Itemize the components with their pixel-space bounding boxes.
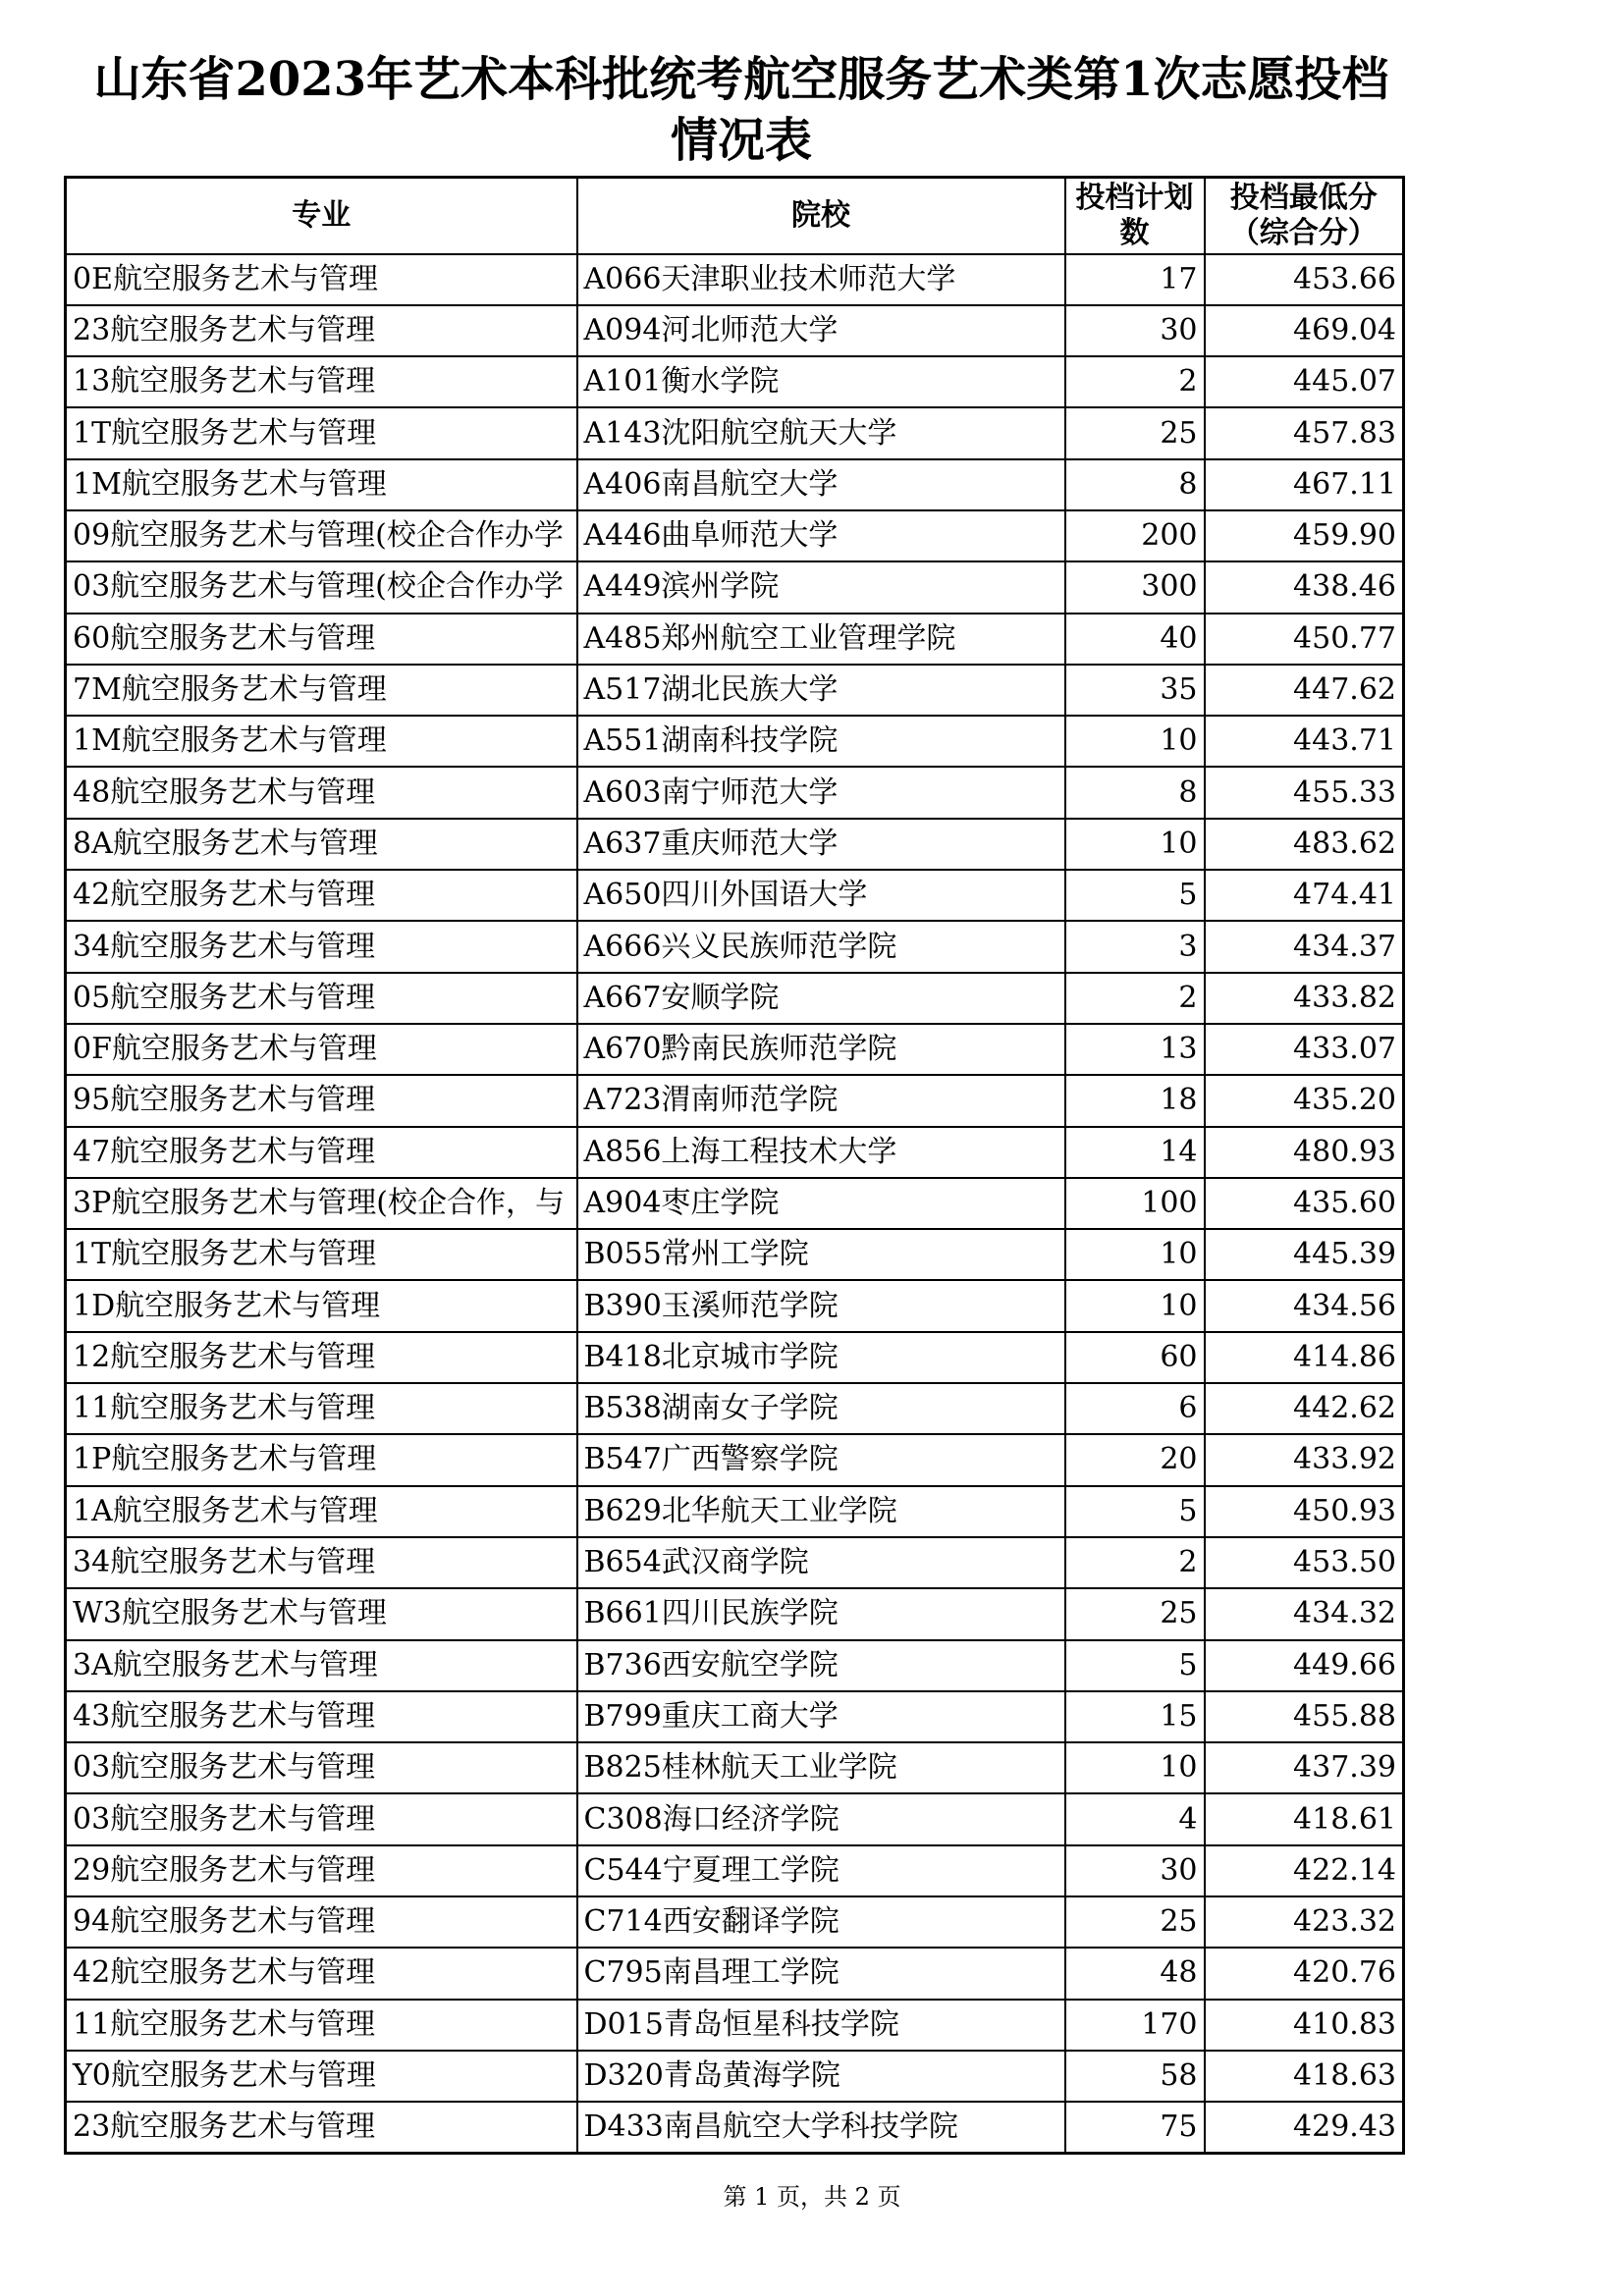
school-cell: A406南昌航空大学 [577,459,1065,510]
header-row [66,178,1404,254]
plan-count-cell: 2 [1065,1537,1205,1588]
table-row [66,1845,1404,1896]
min-score-cell: 442.62 [1205,1383,1404,1434]
plan-count-cell: 2 [1065,356,1205,407]
table-row [66,1127,1404,1178]
table-row [66,2000,1404,2051]
table-row [66,1434,1404,1485]
school-cell: A856上海工程技术大学 [577,1127,1065,1178]
document-title-line-1: 山东省2023年艺术本科批统考航空服务艺术类第1次志愿投档 [93,52,1389,107]
school-cell: A670黔南民族师范学院 [577,1024,1065,1075]
table-row [66,1948,1404,1999]
plan-count-cell: 10 [1065,1229,1205,1280]
plan-count-cell: 5 [1065,870,1205,921]
school-cell: B736西安航空学院 [577,1640,1065,1691]
plan-count-cell: 13 [1065,1024,1205,1075]
min-score-cell: 429.43 [1205,2102,1404,2153]
plan-count-cell: 25 [1065,1896,1205,1948]
plan-count-cell: 8 [1065,767,1205,818]
min-score-cell: 434.56 [1205,1280,1404,1331]
table-row [66,973,1404,1024]
table-row [66,561,1404,613]
major-cell: 47航空服务艺术与管理 [66,1127,577,1178]
school-cell: A101衡水学院 [577,356,1065,407]
school-cell: B418北京城市学院 [577,1332,1065,1383]
major-cell: W3航空服务艺术与管理 [66,1588,577,1639]
major-cell: 1P航空服务艺术与管理 [66,1434,577,1485]
table-row [66,1178,1404,1229]
min-score-cell: 457.83 [1205,407,1404,458]
header-major: 专业 [66,178,577,254]
min-score-cell: 418.61 [1205,1793,1404,1844]
plan-count-cell: 15 [1065,1691,1205,1742]
major-cell: 23航空服务艺术与管理 [66,305,577,356]
min-score-cell: 449.66 [1205,1640,1404,1691]
major-cell: 11航空服务艺术与管理 [66,2000,577,2051]
major-cell: 48航空服务艺术与管理 [66,767,577,818]
table-row [66,614,1404,665]
table-row [66,1383,1404,1434]
min-score-cell: 422.14 [1205,1845,1404,1896]
school-cell: A637重庆师范大学 [577,819,1065,870]
plan-count-cell: 35 [1065,665,1205,716]
min-score-cell: 434.32 [1205,1588,1404,1639]
document-title [64,49,1419,171]
min-score-cell: 437.39 [1205,1742,1404,1793]
school-cell: A517湖北民族大学 [577,665,1065,716]
min-score-cell: 410.83 [1205,2000,1404,2051]
header-plan-count-line-2: 数 [1119,215,1150,250]
header-min-score-line-1: 投档最低分 [1229,180,1378,215]
table-row [66,1537,1404,1588]
school-cell: B055常州工学院 [577,1229,1065,1280]
plan-count-cell: 170 [1065,2000,1205,2051]
admission-table [64,176,1405,2155]
table-row [66,1742,1404,1793]
major-cell: 03航空服务艺术与管理 [66,1742,577,1793]
major-cell: 05航空服务艺术与管理 [66,973,577,1024]
document-title-line-2: 情况表 [670,113,812,168]
school-cell: D433南昌航空大学科技学院 [577,2102,1065,2153]
plan-count-cell: 4 [1065,1793,1205,1844]
plan-count-cell: 10 [1065,716,1205,767]
min-score-cell: 455.33 [1205,767,1404,818]
table-row [66,2102,1404,2153]
school-cell: B654武汉商学院 [577,1537,1065,1588]
school-cell: A650四川外国语大学 [577,870,1065,921]
table-row [66,356,1404,407]
major-cell: 42航空服务艺术与管理 [66,870,577,921]
page-footer: 第 1 页，共 2 页 [723,2183,901,2211]
plan-count-cell: 2 [1065,973,1205,1024]
min-score-cell: 433.07 [1205,1024,1404,1075]
header-plan-count [1065,178,1205,254]
table-row [66,870,1404,921]
table-row [66,1640,1404,1691]
plan-count-cell: 75 [1065,2102,1205,2153]
table-row [66,1332,1404,1383]
school-cell: C308海口经济学院 [577,1793,1065,1844]
table-row [66,305,1404,356]
school-cell: A666兴义民族师范学院 [577,921,1065,972]
table-row [66,1229,1404,1280]
min-score-cell: 433.92 [1205,1434,1404,1485]
plan-count-cell: 300 [1065,561,1205,613]
min-score-cell: 433.82 [1205,973,1404,1024]
plan-count-cell: 25 [1065,407,1205,458]
min-score-cell: 467.11 [1205,459,1404,510]
major-cell: 3P航空服务艺术与管理(校企合作，与 [66,1178,577,1229]
header-school: 院校 [577,178,1065,254]
plan-count-cell: 48 [1065,1948,1205,1999]
plan-count-cell: 18 [1065,1075,1205,1126]
min-score-cell: 480.93 [1205,1127,1404,1178]
plan-count-cell: 40 [1065,614,1205,665]
min-score-cell: 414.86 [1205,1332,1404,1383]
table-row [66,1793,1404,1844]
min-score-cell: 459.90 [1205,510,1404,561]
table-row [66,1280,1404,1331]
school-cell: B547广西警察学院 [577,1434,1065,1485]
major-cell: 0E航空服务艺术与管理 [66,254,577,305]
major-cell: Y0航空服务艺术与管理 [66,2051,577,2102]
table-row [66,254,1404,305]
min-score-cell: 418.63 [1205,2051,1404,2102]
school-cell: A603南宁师范大学 [577,767,1065,818]
plan-count-cell: 5 [1065,1486,1205,1537]
school-cell: D015青岛恒星科技学院 [577,2000,1065,2051]
major-cell: 43航空服务艺术与管理 [66,1691,577,1742]
major-cell: 13航空服务艺术与管理 [66,356,577,407]
major-cell: 3A航空服务艺术与管理 [66,1640,577,1691]
major-cell: 1T航空服务艺术与管理 [66,407,577,458]
plan-count-cell: 58 [1065,2051,1205,2102]
min-score-cell: 445.39 [1205,1229,1404,1280]
school-cell: D320青岛黄海学院 [577,2051,1065,2102]
major-cell: 03航空服务艺术与管理 [66,1793,577,1844]
plan-count-cell: 10 [1065,1742,1205,1793]
plan-count-cell: 30 [1065,1845,1205,1896]
min-score-cell: 435.20 [1205,1075,1404,1126]
school-cell: B825桂林航天工业学院 [577,1742,1065,1793]
min-score-cell: 434.37 [1205,921,1404,972]
table-row [66,1896,1404,1948]
major-cell: 7M航空服务艺术与管理 [66,665,577,716]
table-row [66,1024,1404,1075]
plan-count-cell: 14 [1065,1127,1205,1178]
major-cell: 42航空服务艺术与管理 [66,1948,577,1999]
plan-count-cell: 3 [1065,921,1205,972]
min-score-cell: 435.60 [1205,1178,1404,1229]
major-cell: 09航空服务艺术与管理(校企合作办学 [66,510,577,561]
plan-count-cell: 8 [1065,459,1205,510]
major-cell: 95航空服务艺术与管理 [66,1075,577,1126]
min-score-cell: 453.50 [1205,1537,1404,1588]
table-row [66,921,1404,972]
school-cell: B390玉溪师范学院 [577,1280,1065,1331]
plan-count-cell: 100 [1065,1178,1205,1229]
major-cell: 94航空服务艺术与管理 [66,1896,577,1948]
plan-count-cell: 10 [1065,819,1205,870]
major-cell: 11航空服务艺术与管理 [66,1383,577,1434]
header-plan-count-line-1: 投档计划 [1075,180,1194,215]
table-row [66,1691,1404,1742]
table-row [66,459,1404,510]
plan-count-cell: 200 [1065,510,1205,561]
min-score-cell: 483.62 [1205,819,1404,870]
major-cell: 1T航空服务艺术与管理 [66,1229,577,1280]
plan-count-cell: 30 [1065,305,1205,356]
min-score-cell: 443.71 [1205,716,1404,767]
table-row [66,767,1404,818]
major-cell: 1A航空服务艺术与管理 [66,1486,577,1537]
min-score-cell: 453.66 [1205,254,1404,305]
plan-count-cell: 25 [1065,1588,1205,1639]
school-cell: C544宁夏理工学院 [577,1845,1065,1896]
school-cell: A446曲阜师范大学 [577,510,1065,561]
table-row [66,510,1404,561]
school-cell: A667安顺学院 [577,973,1065,1024]
min-score-cell: 423.32 [1205,1896,1404,1948]
plan-count-cell: 60 [1065,1332,1205,1383]
school-cell: B661四川民族学院 [577,1588,1065,1639]
major-cell: 34航空服务艺术与管理 [66,1537,577,1588]
major-cell: 0F航空服务艺术与管理 [66,1024,577,1075]
min-score-cell: 420.76 [1205,1948,1404,1999]
school-cell: B629北华航天工业学院 [577,1486,1065,1537]
school-cell: C795南昌理工学院 [577,1948,1065,1999]
school-cell: A143沈阳航空航天大学 [577,407,1065,458]
min-score-cell: 450.77 [1205,614,1404,665]
school-cell: B538湖南女子学院 [577,1383,1065,1434]
min-score-cell: 450.93 [1205,1486,1404,1537]
major-cell: 1M航空服务艺术与管理 [66,716,577,767]
major-cell: 60航空服务艺术与管理 [66,614,577,665]
min-score-cell: 447.62 [1205,665,1404,716]
plan-count-cell: 20 [1065,1434,1205,1485]
school-cell: A485郑州航空工业管理学院 [577,614,1065,665]
major-cell: 1M航空服务艺术与管理 [66,459,577,510]
header-min-score-line-2: （综合分） [1229,215,1378,250]
header-min-score [1205,178,1404,254]
school-cell: A449滨州学院 [577,561,1065,613]
table-row [66,407,1404,458]
table-row [66,1075,1404,1126]
plan-count-cell: 17 [1065,254,1205,305]
table-row [66,819,1404,870]
school-cell: A723渭南师范学院 [577,1075,1065,1126]
school-cell: C714西安翻译学院 [577,1896,1065,1948]
school-cell: A066天津职业技术师范大学 [577,254,1065,305]
min-score-cell: 469.04 [1205,305,1404,356]
major-cell: 12航空服务艺术与管理 [66,1332,577,1383]
table-body [66,254,1404,2154]
school-cell: A551湖南科技学院 [577,716,1065,767]
table-row [66,716,1404,767]
min-score-cell: 455.88 [1205,1691,1404,1742]
major-cell: 34航空服务艺术与管理 [66,921,577,972]
plan-count-cell: 5 [1065,1640,1205,1691]
major-cell: 8A航空服务艺术与管理 [66,819,577,870]
major-cell: 03航空服务艺术与管理(校企合作办学 [66,561,577,613]
table-row [66,665,1404,716]
table-row [66,2051,1404,2102]
major-cell: 23航空服务艺术与管理 [66,2102,577,2153]
min-score-cell: 474.41 [1205,870,1404,921]
major-cell: 1D航空服务艺术与管理 [66,1280,577,1331]
min-score-cell: 438.46 [1205,561,1404,613]
plan-count-cell: 10 [1065,1280,1205,1331]
table-row [66,1588,1404,1639]
school-cell: A094河北师范大学 [577,305,1065,356]
major-cell: 29航空服务艺术与管理 [66,1845,577,1896]
table-row [66,1486,1404,1537]
min-score-cell: 445.07 [1205,356,1404,407]
school-cell: A904枣庄学院 [577,1178,1065,1229]
school-cell: B799重庆工商大学 [577,1691,1065,1742]
plan-count-cell: 6 [1065,1383,1205,1434]
